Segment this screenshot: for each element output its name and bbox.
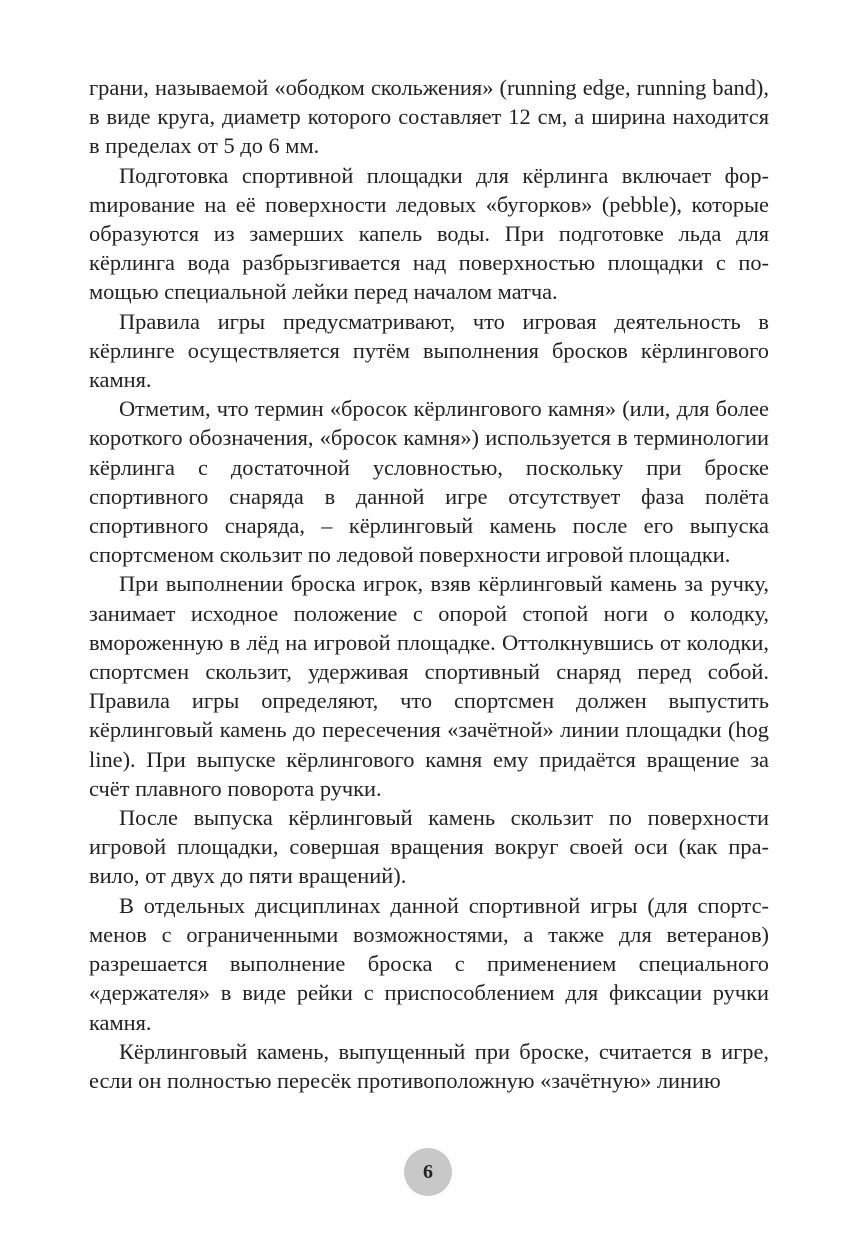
page-body bbox=[89, 73, 769, 1095]
page-number-badge: 6 bbox=[404, 1148, 452, 1196]
paragraph-2: Подготовка спортивной площадки для кёрлинга включает форmирование на её поверхности ледовых «бугорков» (pebble), которые образуются из замерших капель воды. При подготовке льда для кёрлинга вода разбрызгивается над поверхностью площадки с помощью специальной лейки перед началом матча. bbox=[89, 162, 769, 305]
paragraph-8: Кёрлинговый камень, выпущенный при броске, считается в игре, если он полностью пересёк противоположную «зачётную» линию bbox=[89, 1038, 769, 1093]
paragraph-4: Отметим, что термин «бросок кёрлингового камня» (или, для более короткого обозначения, «бросок камня») используется в терминологии кёрлинга с достаточной условностью, поскольку при броске спортивного снаряда в данной игре отсутствует фаза полёта спортивного снаряда, – кёрлинговый камень после его выпуска спортсменом скользит по ледовой поверхности игровой площадки. bbox=[89, 396, 769, 568]
paragraph-6: После выпуска кёрлинговый камень скользит по поверхности игровой площадки, совершая вращения вокруг своей оси (как правило, от двух до пяти вращений). bbox=[89, 805, 769, 889]
paragraph-7: В отдельных дисциплинах данной спортивной игры (для спортсменов с ограниченными возможностями, а также для ветеранов) разрешается выполнение броска с применением специального «держателя» в виде рейки с приспособлением для фиксации ручки камня. bbox=[89, 892, 769, 1035]
paragraph-5: При выполнении броска игрок, взяв кёрлинговый камень за ручку, занимает исходное положение с опорой стопой ноги о колодку, вмороженную в лёд на игровой площадке. Оттолкнувшись от колодки, спортсмен скользит, удерживая спортивный снаряд перед собой. Правила игры определяют, что спортсмен должен выпустить кёрлинговый камень до пересечения «зачётной» линии площадки (hog line). При выпуске кёрлингового камня ему придаётся вращение за счёт плавного поворота ручки. bbox=[89, 571, 769, 801]
paragraph-1: грани, называемой «ободком скольжения» (running edge, running band), в виде круга, диаметр которого составляет 12 см, а ширина находится в пределах от 5 до 6 мм. bbox=[89, 75, 769, 159]
paragraph-3: Правила игры предусматривают, что игровая деятельность в кёрлинге осуществляется путём выполнения бросков кёрлингового камня. bbox=[89, 308, 769, 393]
